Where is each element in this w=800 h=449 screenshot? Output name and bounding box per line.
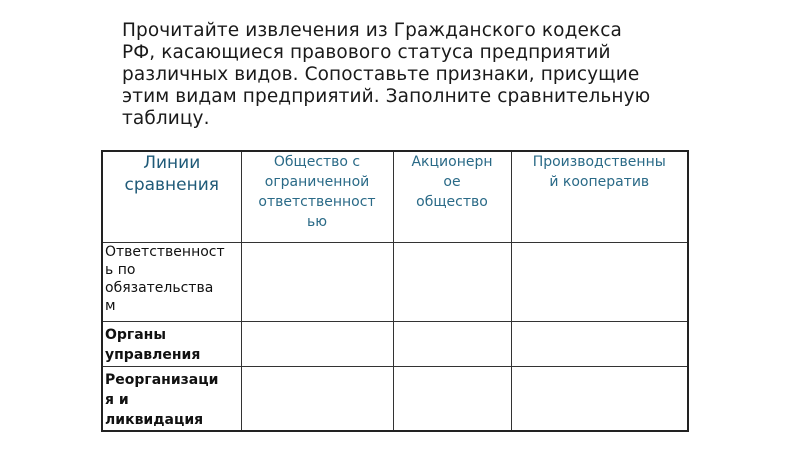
table-cell-empty[interactable] (241, 242, 393, 321)
task-instruction (122, 20, 702, 130)
table-cell-empty[interactable] (241, 366, 393, 431)
table-cell-empty[interactable] (511, 321, 688, 366)
instruction-line: различных видов. Сопоставьте признаки, присущие (122, 64, 640, 85)
row-label-liability: Ответственност ь по обязательства м (102, 242, 241, 321)
header-joint-stock: Акционерн ое общество (393, 151, 511, 242)
table-cell-empty[interactable] (393, 366, 511, 431)
header-llc: Общество с ограниченной ответственност ью (241, 151, 393, 242)
header-comparison-lines: Линии сравнения (102, 151, 241, 242)
table-cell-empty[interactable] (393, 321, 511, 366)
table-row (102, 321, 688, 366)
row-label-reorganization: Реорганизаци я и ликвидация (102, 366, 241, 431)
table-row (102, 242, 688, 321)
table-cell-empty[interactable] (393, 242, 511, 321)
instruction-line: этим видам предприятий. Заполните сравнительную (122, 86, 651, 107)
comparison-table (101, 150, 689, 432)
table-row (102, 366, 688, 431)
table-cell-empty[interactable] (241, 321, 393, 366)
instruction-line: РФ, касающиеся правового статуса предприятий (122, 42, 611, 63)
instruction-line: Прочитайте извлечения из Гражданского кодекса (122, 20, 622, 41)
header-cooperative: Производственны й кооператив (511, 151, 688, 242)
table-cell-empty[interactable] (511, 242, 688, 321)
table-header-row (102, 151, 688, 242)
row-label-management: Органы управления (102, 321, 241, 366)
table-cell-empty[interactable] (511, 366, 688, 431)
instruction-line: таблицу. (122, 108, 210, 129)
